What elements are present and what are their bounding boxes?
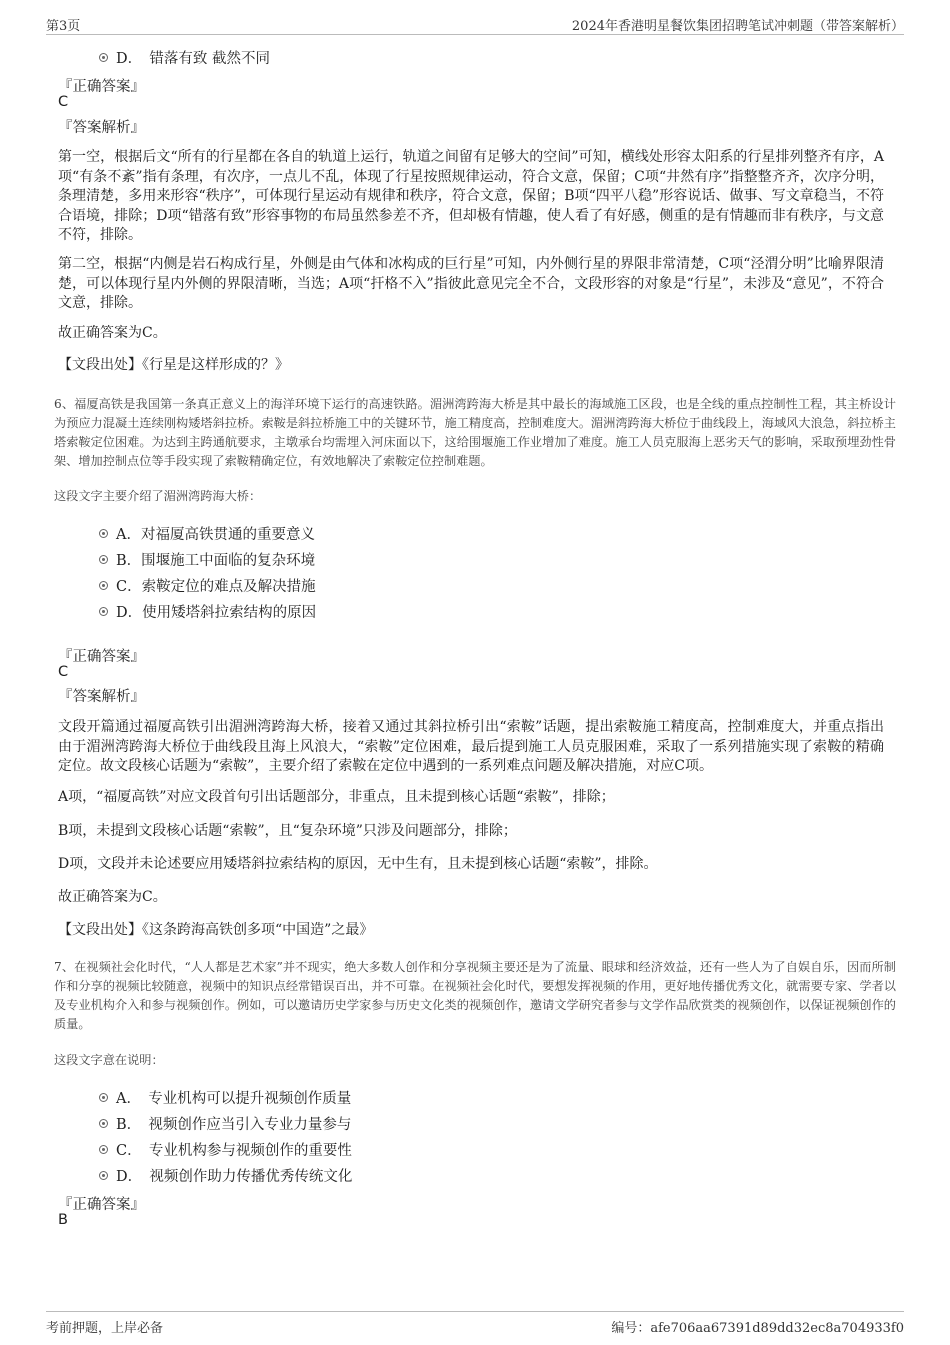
q6-option-a[interactable]: A．对福厦高铁贯通的重要意义 [116,523,315,544]
page-number: 第3页 [46,19,81,34]
q7-option-d[interactable]: D． 视频创作助力传播优秀传统文化 [116,1165,352,1186]
q6-analysis-conclusion: 故正确答案为C。 [58,889,167,905]
radio-icon[interactable] [99,53,108,62]
q7-option-b[interactable]: B． 视频创作应当引入专业力量参与 [116,1113,351,1134]
q6-analysis-option-b: B项，未提到文段核心话题“索鞍”，且“复杂环境”只涉及问题部分，排除； [58,823,517,839]
q6-answer: C [58,664,69,680]
q6-option-b[interactable]: B．围堰施工中面临的复杂环境 [116,549,315,570]
q5-analysis-conclusion: 故正确答案为C。 [58,325,167,341]
q7-stem: 7、在视频社会化时代，“人人都是艺术家”并不现实，绝大多数人创作和分享视频主要还是为了流量、眼球和经济效益，还有一些人为了自娱自乐，因而所制作和分享的视频比较随意，视频中的知识点经常错误百出，并不可靠。在视频社会化时代，要想发挥视频的作用，更好地传播优秀文化，就需要专家、学者以及专业机构介入和参与视频创作。例如，可以邀请历史学家参与历史文化类的视频创作，邀请文学研究者参与文学作品欣赏类的视频创作，以保证视频创作的质量。 [54,960,896,1031]
page-header [46,12,904,35]
q6-analysis-option-d: D项，文段并未论述要应用矮塔斜拉索结构的原因，无中生有，且未提到核心话题“索鞍”，排除。 [58,856,658,872]
radio-icon[interactable] [99,555,108,564]
q5-analysis-paragraph: 第一空，根据后文“所有的行星都在各自的轨道上运行，轨道之间留有足够大的空间”可知，横线处形容太阳系的行星排列整齐有序，A项“有条不紊”指有条理，有次序，一点儿不乱，体现了行星按照规律运动，符合文意，保留；C项“井然有序”指整整齐齐，次序分明，条理清楚，多用来形容“秩序”，可体现行星运动有规律和秩序，符合文意，保留；B项“四平八稳”形容说话、做事、写文章稳当，不符合语境，排除；D项“错落有致”形容事物的布局虽然参差不齐，但却极有情趣，使人看了有好感，侧重的是有情趣而非有秩序，与文意不符，排除。 [58,149,884,243]
q5-option-d[interactable]: D． 错落有致 截然不同 [116,47,270,68]
q6-question: 这段文字主要介绍了湄洲湾跨海大桥： [54,489,262,503]
q6-answer-label: 『正确答案』 [58,649,145,665]
radio-icon[interactable] [99,1093,108,1102]
q5-analysis-paragraph: 第二空，根据“内侧是岩石构成行星，外侧是由气体和冰构成的巨行星”可知，内外侧行星的界限非常清楚，C项“泾渭分明”比喻界限清楚，可以体现行星内外侧的界限清晰，当选；A项“扞格不入”指彼此意见完全不合，文段形容的对象是“行星”，未涉及“意见”，不符合文意，排除。 [58,256,884,311]
q5-answer-label: 『正确答案』 [58,79,145,95]
q5-answer: C [58,94,69,110]
q6-option-c[interactable]: C．索鞍定位的难点及解决措施 [116,575,316,596]
q7-answer-label: 『正确答案』 [58,1197,145,1213]
radio-icon[interactable] [99,1145,108,1154]
q7-option-c[interactable]: C． 专业机构参与视频创作的重要性 [116,1139,352,1160]
radio-icon[interactable] [99,529,108,538]
q6-source: 【文段出处】《这条跨海高铁创多项“中国造”之最》 [58,922,374,938]
q6-stem: 6、福厦高铁是我国第一条真正意义上的海洋环境下运行的高速铁路。湄洲湾跨海大桥是其中最长的海域施工区段，也是全线的重点控制性工程，其主桥设计为预应力混凝土连续刚构矮塔斜拉桥。索鞍是斜拉桥施工中的关键环节，施工精度高，控制难度大。湄洲湾跨海大桥位于曲线段上，海域风大浪急，斜拉桥主塔索鞍定位困难。为达到主跨通航要求，主墩承台均需埋入河床面以下，这给围堰施工作业增加了难度。施工人员克服海上恶劣天气的影响，采取预埋劲性骨架、增加控制点位等手段实现了索鞍精确定位，有效地解决了索鞍定位控制难题。 [54,397,896,468]
document-id: 编号：afe706aa67391d89dd32ec8a704933f0 [611,1321,904,1336]
footer-slogan: 考前押题，上岸必备 [46,1321,164,1336]
q7-answer: B [58,1212,68,1228]
page-footer [46,1311,904,1336]
q7-option-a[interactable]: A． 专业机构可以提升视频创作质量 [116,1087,351,1108]
q6-analysis-option-a: A项，“福厦高铁”对应文段首句引出话题部分，非重点，且未提到核心话题“索鞍”，排除； [58,789,615,805]
radio-icon[interactable] [99,581,108,590]
q6-analysis-paragraph: 文段开篇通过福厦高铁引出湄洲湾跨海大桥，接着又通过其斜拉桥引出“索鞍”话题，提出索鞍施工精度高，控制难度大，并重点指出由于湄洲湾跨海大桥位于曲线段且海上风浪大，“索鞍”定位困难，最后提到施工人员克服困难，采取了一系列措施实现了索鞍的精确定位。故文段核心话题为“索鞍”，主要介绍了索鞍在定位中遇到的一系列难点问题及解决措施，对应C项。 [58,719,884,774]
q7-question: 这段文字意在说明： [54,1053,164,1067]
radio-icon[interactable] [99,1119,108,1128]
document-title: 2024年香港明星餐饮集团招聘笔试冲刺题（带答案解析） [571,19,904,34]
q6-analysis-label: 『答案解析』 [58,689,145,705]
radio-icon[interactable] [99,607,108,616]
q6-option-d[interactable]: D．使用矮塔斜拉索结构的原因 [116,601,316,622]
radio-icon[interactable] [99,1171,108,1180]
q5-analysis-label: 『答案解析』 [58,120,145,136]
q5-source: 【文段出处】《行星是这样形成的？》 [58,357,289,373]
